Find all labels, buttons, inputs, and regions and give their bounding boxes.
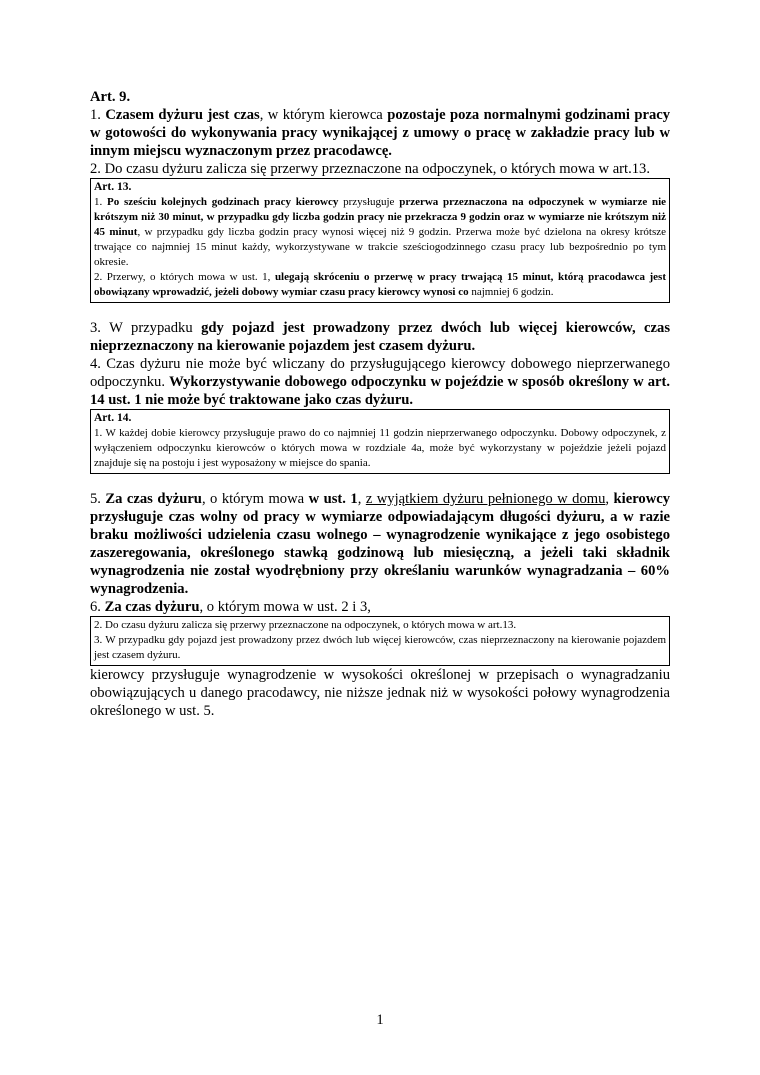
art9-paragraph-3: 3. W przypadku gdy pojazd jest prowadzony przez dwóch lub więcej kierowców, czas nieprzeznaczony na kierowanie pojazdem jest czasem dyżuru. — [90, 320, 670, 354]
art14-paragraph-1: 1. W każdej dobie kierowcy przysługuje prawo do co najmniej 11 godzin nieprzerwanego odpoczynku. Dobowy odpoczynek, z wyłączeniem odpoczynku kierowców o których mowa w rozdziale 4a, może być wykorzystany w pojeździe jeżeli pojazd znajduje się na postoju i jest wyposażony w miejsce do spania. — [94, 427, 666, 469]
art9-paragraph-1: 1. Czasem dyżuru jest czas, w którym kierowca pozostaje poza normalnymi godzinami pracy w gotowości do wykonywania pracy wynikającej z umowy o pracę w zakładzie pracy lub w innym miejscu wyznaczonym przez pracodawcę. — [90, 107, 671, 159]
document-page — [90, 88, 670, 720]
art9-paragraph-6-continuation: kierowcy przysługuje wynagrodzenie w wysokości określonej w przepisach o wynagradzaniu obowiązujących u danego pracodawcy, nie niższe jednak niż w wysokości połowy wynagrodzenia określonego w ust. 5. — [90, 667, 670, 719]
art9-heading: Art. 9. — [90, 89, 131, 105]
art13-paragraph-2: 2. Przerwy, o których mowa w ust. 1, ulegają skróceniu o przerwę w pracy trwającą 15 minut, którą pracodawca jest obowiązany wprowadzić, jeżeli dobowy wymiar czasu pracy kierowcy wynosi co najmniej 6 godzin. — [94, 271, 666, 298]
art9-ust-2-3-quote-box — [90, 616, 670, 666]
quote-paragraph-3: 3. W przypadku gdy pojazd jest prowadzony przez dwóch lub więcej kierowców, czas nieprzeznaczony na kierowanie pojazdem jest czasem dyżuru. — [94, 634, 666, 661]
art14-quote-box — [90, 409, 670, 474]
art13-paragraph-1: 1. Po sześciu kolejnych godzinach pracy kierowcy przysługuje przerwa przeznaczona na odpoczynek w wymiarze nie krótszym niż 30 minut, w przypadku gdy liczba godzin pracy nie przekracza 9 godzin oraz w wymiarze nie krótszym niż 45 minut, w przypadku gdy liczba godzin pracy wynosi więcej niż 9 godzin. Przerwa może być dzielona na okresy krótsze trwające co najmniej 15 minut każdy, wykorzystywane w trakcie sześciogodzinnego czasu pracy lub bezpośrednio po tym okresie. — [94, 196, 667, 268]
art9-paragraph-2: 2. Do czasu dyżuru zalicza się przerwy przeznaczone na odpoczynek, o których mowa w art.13. — [90, 161, 650, 177]
page-number: 1 — [376, 1012, 384, 1028]
art9-paragraph-6: 6. Za czas dyżuru, o którym mowa w ust. 2 i 3, — [90, 599, 371, 615]
art9-paragraph-4: 4. Czas dyżuru nie może być wliczany do przysługującego kierowcy dobowego nieprzerwanego odpoczynku. Wykorzystywanie dobowego odpoczynku w pojeździe w sposób określony w art. 14 ust. 1 nie może być traktowane jako czas dyżuru. — [90, 356, 670, 408]
art13-quote-box — [90, 178, 670, 303]
art13-heading: Art. 13. — [94, 181, 132, 193]
quote-paragraph-2: 2. Do czasu dyżuru zalicza się przerwy przeznaczone na odpoczynek, o których mowa w art.13. — [94, 619, 517, 631]
art14-heading: Art. 14. — [94, 412, 132, 424]
art9-paragraph-5: 5. Za czas dyżuru, o którym mowa w ust. 1, z wyjątkiem dyżuru pełnionego w domu, kierowcy przysługuje czas wolny od pracy w wymiarze odpowiadającym długości dyżuru, a w razie braku możliwości udzielenia czasu wolnego – wynagrodzenie wynikające z jego osobistego zaszeregowania, określonego stawką godzinową lub miesięczną, a jeżeli taki składnik wynagrodzenia nie został wyodrębniony przy określaniu warunków wynagradzania – 60% wynagrodzenia. — [90, 491, 671, 597]
